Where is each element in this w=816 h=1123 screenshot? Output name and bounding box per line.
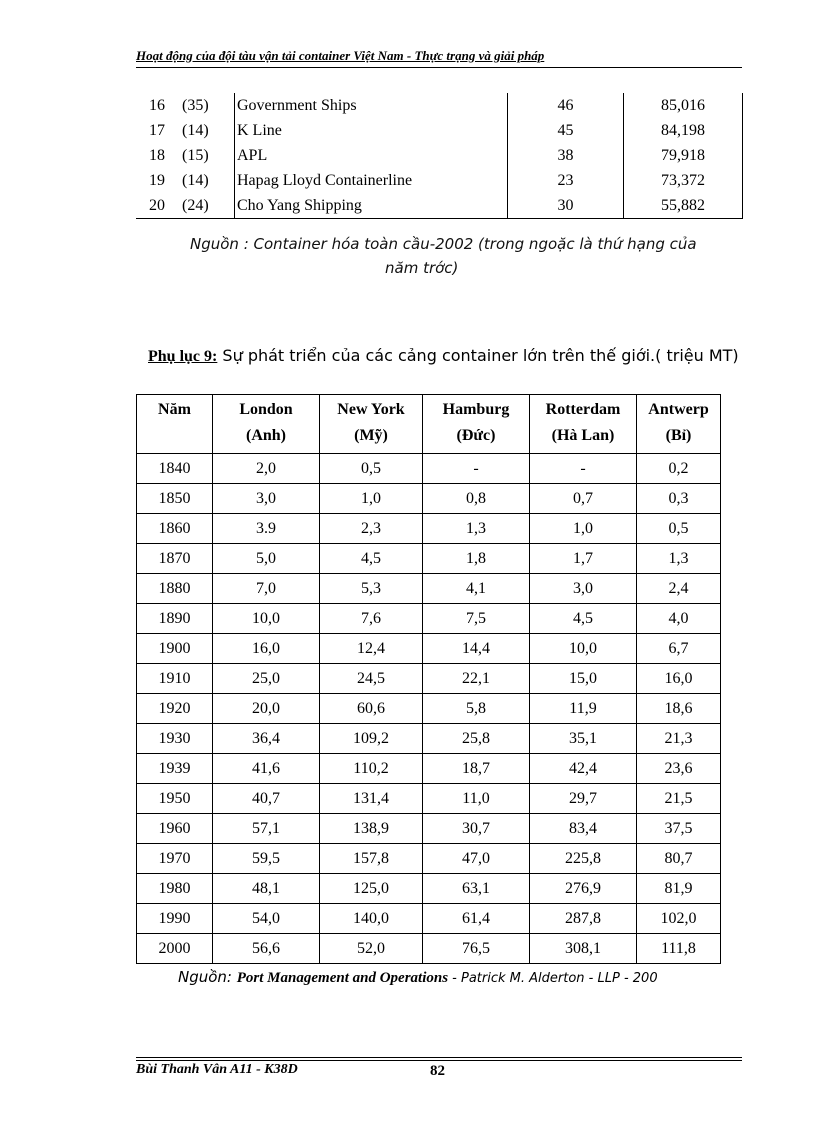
throughput-cell: 5,8: [423, 694, 530, 724]
operator-ships-cell: 45: [508, 118, 624, 143]
operator-rank-cell: 16: [149, 97, 165, 114]
throughput-cell: 16,0: [213, 634, 320, 664]
throughput-cell: 37,5: [637, 814, 721, 844]
throughput-cell: -: [423, 454, 530, 484]
ports-table-row: [137, 664, 721, 694]
throughput-cell: 4,1: [423, 574, 530, 604]
year-cell: 1860: [137, 514, 213, 544]
year-cell: 1890: [137, 604, 213, 634]
throughput-cell: 110,2: [320, 754, 423, 784]
footer-author: Bùi Thanh Vân A11 - K38D: [136, 1062, 298, 1077]
throughput-cell: 0,5: [320, 454, 423, 484]
ports-table-row: [137, 904, 721, 934]
source-book-title: Port Management and Operations: [236, 970, 449, 986]
operator-ships-cell: 30: [508, 193, 624, 219]
operator-prev-cell: (14): [182, 122, 209, 139]
ports-column-header: [530, 395, 637, 454]
throughput-cell: 0,2: [637, 454, 721, 484]
throughput-cell: 2,4: [637, 574, 721, 604]
source-note-line1: Nguồn : Container hóa toàn cầu-2002 (trong ngoặc là thứ hạng của: [190, 235, 697, 253]
column-header-name: London: [239, 401, 293, 418]
header-divider: [136, 67, 742, 68]
throughput-cell: 11,0: [423, 784, 530, 814]
throughput-cell: 36,4: [213, 724, 320, 754]
throughput-cell: 4,5: [320, 544, 423, 574]
throughput-cell: 22,1: [423, 664, 530, 694]
operator-prev-cell: (35): [182, 97, 209, 114]
throughput-cell: 40,7: [213, 784, 320, 814]
throughput-cell: 125,0: [320, 874, 423, 904]
ports-column-header: [213, 395, 320, 454]
operator-ships-cell: 38: [508, 143, 624, 168]
operator-name-cell: K Line: [235, 118, 508, 143]
throughput-cell: 11,9: [530, 694, 637, 724]
column-header-name: Năm: [158, 401, 191, 418]
throughput-cell: 5,3: [320, 574, 423, 604]
throughput-cell: 54,0: [213, 904, 320, 934]
operator-prev-cell: (15): [182, 147, 209, 164]
ports-table-row: [137, 514, 721, 544]
throughput-cell: 21,5: [637, 784, 721, 814]
ports-table-row: [137, 454, 721, 484]
throughput-cell: 61,4: [423, 904, 530, 934]
year-cell: 1850: [137, 484, 213, 514]
year-cell: 2000: [137, 934, 213, 964]
throughput-cell: 1,0: [530, 514, 637, 544]
ports-table-row: [137, 814, 721, 844]
year-cell: 1950: [137, 784, 213, 814]
ports-column-header: [423, 395, 530, 454]
column-header-country: (Mỹ): [354, 427, 388, 444]
throughput-cell: 0,3: [637, 484, 721, 514]
throughput-cell: 0,7: [530, 484, 637, 514]
operator-row: [136, 93, 743, 118]
throughput-cell: 18,6: [637, 694, 721, 724]
column-header-country: (Hà Lan): [551, 427, 615, 444]
throughput-cell: 59,5: [213, 844, 320, 874]
throughput-cell: 35,1: [530, 724, 637, 754]
throughput-cell: 6,7: [637, 634, 721, 664]
source-author: - Patrick M. Alderton - LLP - 200: [448, 971, 658, 986]
appendix-label: Phụ lục 9:: [148, 348, 218, 365]
throughput-cell: 24,5: [320, 664, 423, 694]
ports-source-note: [178, 968, 658, 987]
throughput-cell: 48,1: [213, 874, 320, 904]
ports-table-row: [137, 544, 721, 574]
ports-table-row: [137, 484, 721, 514]
throughput-cell: 1,7: [530, 544, 637, 574]
appendix-title: Sự phát triển của các cảng container lớn trên thế giới.( triệu MT): [217, 346, 739, 365]
ports-table-row: [137, 874, 721, 904]
year-cell: 1870: [137, 544, 213, 574]
operator-prev-cell: (14): [182, 172, 209, 189]
operator-rank-cell: 19: [149, 172, 165, 189]
throughput-cell: 81,9: [637, 874, 721, 904]
operator-teu-cell: 84,198: [624, 118, 743, 143]
ports-table-row: [137, 694, 721, 724]
ports-table-row: [137, 574, 721, 604]
throughput-cell: 29,7: [530, 784, 637, 814]
throughput-cell: 15,0: [530, 664, 637, 694]
throughput-cell: 3.9: [213, 514, 320, 544]
ports-column-header: [320, 395, 423, 454]
throughput-cell: 23,6: [637, 754, 721, 784]
operator-row: [136, 193, 743, 219]
operator-ships-cell: 46: [508, 93, 624, 118]
throughput-cell: 47,0: [423, 844, 530, 874]
throughput-cell: 18,7: [423, 754, 530, 784]
ports-table: [136, 394, 721, 964]
throughput-cell: 138,9: [320, 814, 423, 844]
operator-teu-cell: 55,882: [624, 193, 743, 219]
operator-rank-cell: 20: [136, 193, 178, 219]
operator-name-cell: Government Ships: [235, 93, 508, 118]
operators-source-note: [190, 232, 750, 280]
throughput-cell: 308,1: [530, 934, 637, 964]
operator-rank-cell: 18: [149, 147, 165, 164]
throughput-cell: 5,0: [213, 544, 320, 574]
throughput-cell: 111,8: [637, 934, 721, 964]
throughput-cell: 76,5: [423, 934, 530, 964]
throughput-cell: 4,0: [637, 604, 721, 634]
throughput-cell: 80,7: [637, 844, 721, 874]
year-cell: 1900: [137, 634, 213, 664]
year-cell: 1980: [137, 874, 213, 904]
throughput-cell: 102,0: [637, 904, 721, 934]
ports-table-row: [137, 754, 721, 784]
throughput-cell: 56,6: [213, 934, 320, 964]
throughput-cell: 3,0: [213, 484, 320, 514]
operator-rank-cell: 17: [149, 122, 165, 139]
ports-table-row: [137, 784, 721, 814]
operator-prev-cell: (24): [178, 193, 235, 219]
operator-name-cell: APL: [235, 143, 508, 168]
throughput-cell: 1,3: [423, 514, 530, 544]
throughput-cell: 0,8: [423, 484, 530, 514]
operator-name-cell: Cho Yang Shipping: [235, 193, 508, 219]
operator-teu-cell: 85,016: [624, 93, 743, 118]
year-cell: 1970: [137, 844, 213, 874]
ports-column-header: [637, 395, 721, 454]
year-cell: 1939: [137, 754, 213, 784]
throughput-cell: 1,0: [320, 484, 423, 514]
throughput-cell: 41,6: [213, 754, 320, 784]
throughput-cell: 25,8: [423, 724, 530, 754]
throughput-cell: 0,5: [637, 514, 721, 544]
page-number: 82: [430, 1063, 445, 1079]
operator-ships-cell: 23: [508, 168, 624, 193]
year-cell: 1960: [137, 814, 213, 844]
source-prefix: Nguồn:: [178, 968, 237, 986]
throughput-cell: 3,0: [530, 574, 637, 604]
column-header-name: Hamburg: [442, 401, 510, 418]
operator-row: [136, 143, 743, 168]
year-cell: 1920: [137, 694, 213, 724]
year-cell: 1990: [137, 904, 213, 934]
column-header-country: (Anh): [245, 427, 286, 444]
year-cell: 1930: [137, 724, 213, 754]
throughput-cell: 131,4: [320, 784, 423, 814]
throughput-cell: 7,5: [423, 604, 530, 634]
throughput-cell: 63,1: [423, 874, 530, 904]
operators-table: [136, 93, 743, 219]
operator-teu-cell: 73,372: [624, 168, 743, 193]
throughput-cell: 1,3: [637, 544, 721, 574]
throughput-cell: 225,8: [530, 844, 637, 874]
column-header-name: Rotterdam: [545, 401, 621, 418]
column-header-country: (Bỉ): [665, 427, 692, 444]
throughput-cell: 30,7: [423, 814, 530, 844]
year-cell: 1840: [137, 454, 213, 484]
throughput-cell: 7,6: [320, 604, 423, 634]
throughput-cell: 20,0: [213, 694, 320, 724]
throughput-cell: 21,3: [637, 724, 721, 754]
throughput-cell: 140,0: [320, 904, 423, 934]
operator-row: [136, 118, 743, 143]
throughput-cell: 157,8: [320, 844, 423, 874]
throughput-cell: 7,0: [213, 574, 320, 604]
throughput-cell: 10,0: [213, 604, 320, 634]
ports-table-row: [137, 604, 721, 634]
ports-column-header: [137, 395, 213, 454]
ports-table-row: [137, 934, 721, 964]
column-header-name: New York: [337, 401, 405, 418]
throughput-cell: 52,0: [320, 934, 423, 964]
ports-table-row: [137, 634, 721, 664]
throughput-cell: 10,0: [530, 634, 637, 664]
appendix-caption: [148, 346, 739, 366]
ports-table-row: [137, 844, 721, 874]
throughput-cell: 14,4: [423, 634, 530, 664]
operator-row: [136, 168, 743, 193]
throughput-cell: 60,6: [320, 694, 423, 724]
throughput-cell: 57,1: [213, 814, 320, 844]
source-note-line2: năm trớc): [385, 259, 459, 277]
throughput-cell: 2,3: [320, 514, 423, 544]
year-cell: 1910: [137, 664, 213, 694]
footer-divider: [136, 1057, 742, 1058]
throughput-cell: 12,4: [320, 634, 423, 664]
throughput-cell: -: [530, 454, 637, 484]
ports-table-row: [137, 724, 721, 754]
operator-name-cell: Hapag Lloyd Containerline: [235, 168, 508, 193]
throughput-cell: 109,2: [320, 724, 423, 754]
column-header-name: Antwerp: [648, 401, 709, 418]
throughput-cell: 4,5: [530, 604, 637, 634]
throughput-cell: 83,4: [530, 814, 637, 844]
throughput-cell: 287,8: [530, 904, 637, 934]
throughput-cell: 1,8: [423, 544, 530, 574]
throughput-cell: 276,9: [530, 874, 637, 904]
throughput-cell: 42,4: [530, 754, 637, 784]
year-cell: 1880: [137, 574, 213, 604]
column-header-country: (Đức): [456, 427, 496, 444]
throughput-cell: 2,0: [213, 454, 320, 484]
footer-divider-double: [136, 1060, 742, 1061]
running-header: Hoạt động của đội tàu vận tải container Việt Nam - Thực trạng và giải pháp: [136, 48, 545, 63]
throughput-cell: 25,0: [213, 664, 320, 694]
ports-table-header-row: [137, 395, 721, 454]
throughput-cell: 16,0: [637, 664, 721, 694]
operator-teu-cell: 79,918: [624, 143, 743, 168]
